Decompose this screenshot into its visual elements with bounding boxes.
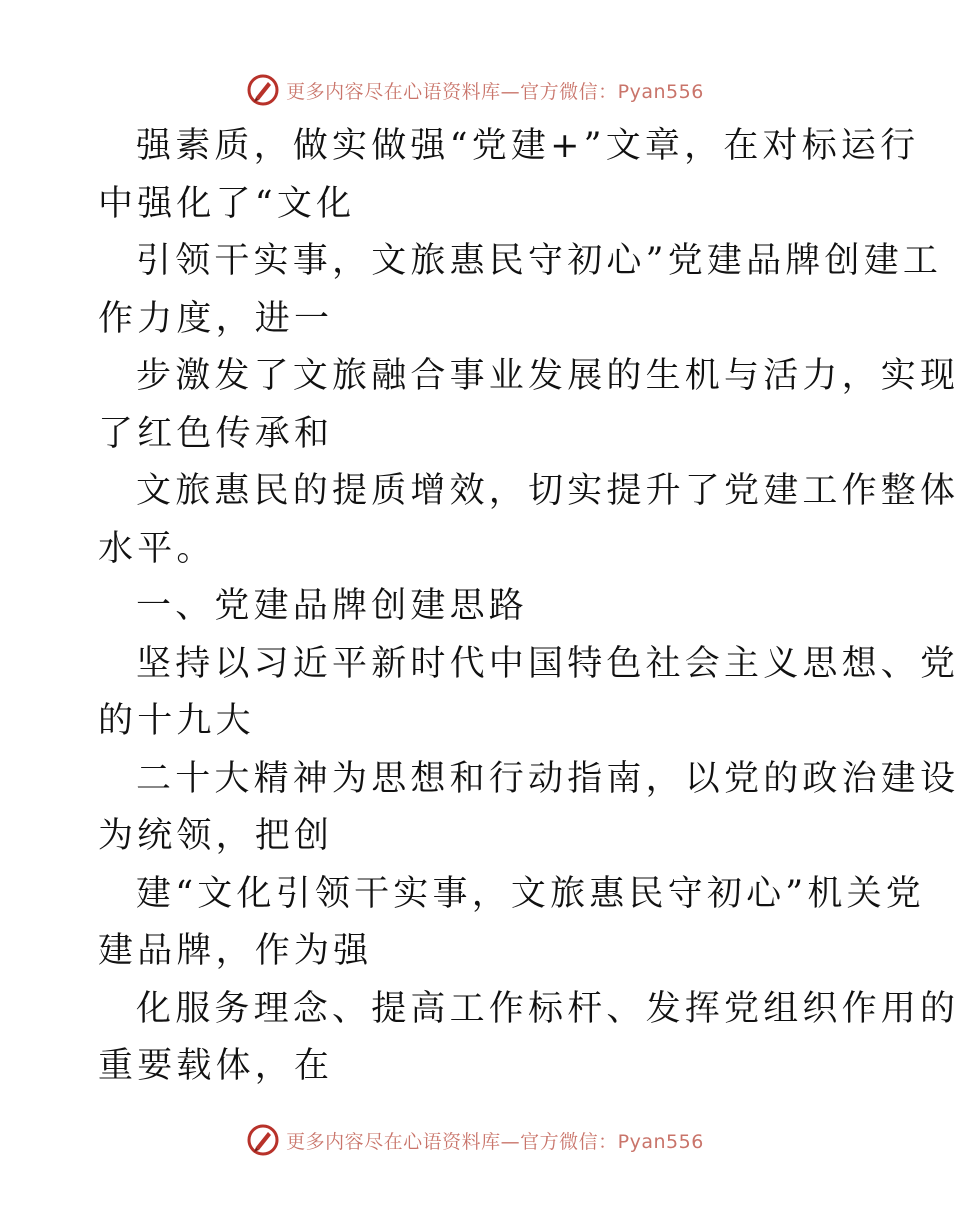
text-line: 坚持以习近平新时代中国特色社会主义思想、党 [136, 643, 959, 684]
text-line: 为统领，把创 [98, 816, 334, 856]
text-line: 强素质，做实做强“党建+”文章，在对标运行 [136, 126, 920, 166]
watermark-header [0, 70, 950, 110]
text-line: 化服务理念、提高工作标杆、发挥党组织作用的 [136, 988, 959, 1029]
watermark-text: 更多内容尽在心语资料库—官方微信：Pyan556 [286, 1130, 704, 1153]
text-line: 了红色传承和 [98, 413, 334, 454]
watermark-footer [0, 1120, 950, 1160]
pen-logo-icon [246, 1123, 280, 1157]
watermark-text: 更多内容尽在心语资料库—官方微信：Pyan556 [286, 80, 704, 103]
text-line: 文旅惠民的提质增效，切实提升了党建工作整体 [136, 471, 959, 511]
text-line: 二十大精神为思想和行动指南，以党的政治建设 [136, 758, 959, 799]
text-line: 的十九大 [98, 701, 255, 741]
text-line: 建“文化引领干实事，文旅惠民守初心”机关党 [136, 873, 925, 914]
text-line: 水平。 [98, 528, 216, 569]
pen-logo-icon [246, 73, 280, 107]
text-line: 作力度，进一 [98, 298, 334, 339]
text-line: 中强化了“文化 [98, 183, 356, 224]
text-line: 引领干实事，文旅惠民守初心”党建品牌创建工 [136, 241, 943, 281]
text-line: 建品牌，作为强 [98, 931, 373, 971]
text-line: 重要载体，在 [98, 1046, 334, 1086]
document-body [98, 118, 959, 1096]
text-line: 步激发了文旅融合事业发展的生机与活力，实现 [136, 356, 959, 396]
text-line: 一、党建品牌创建思路 [136, 586, 529, 626]
